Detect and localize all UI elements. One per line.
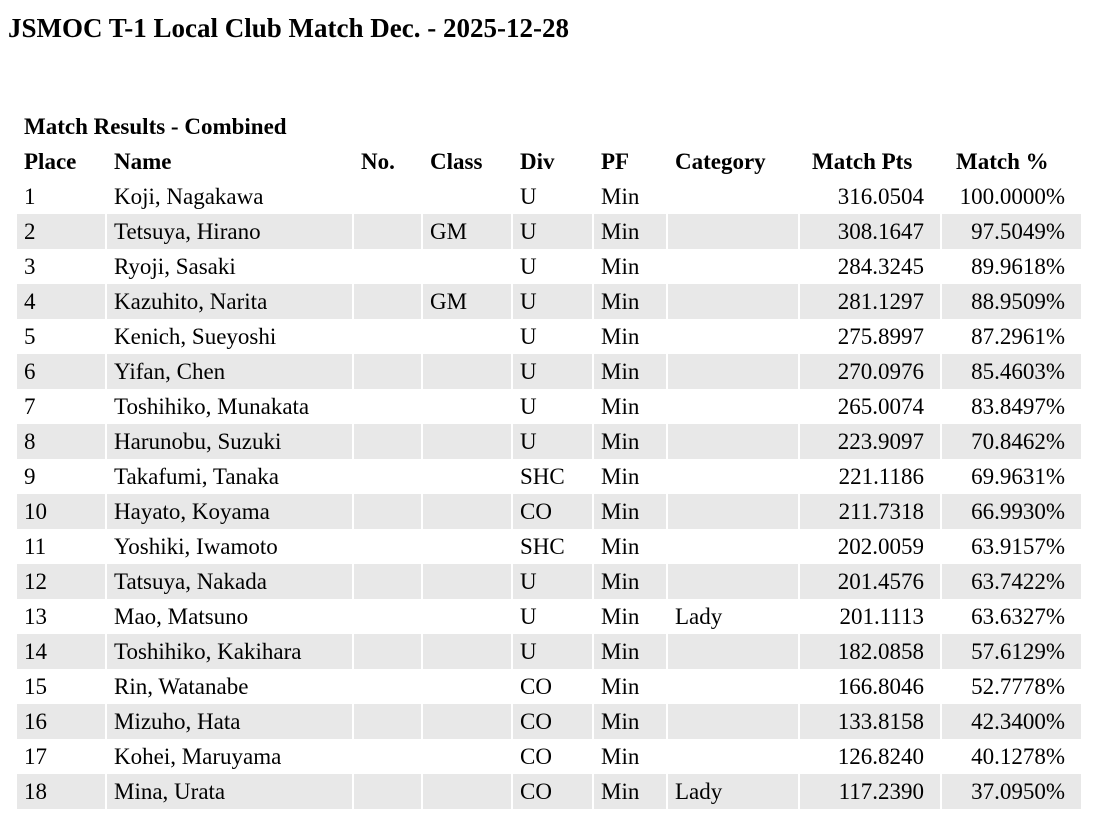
cell-category <box>667 459 799 494</box>
cell-match-pts: 284.3245 <box>799 249 941 284</box>
cell-no <box>353 634 422 669</box>
cell-pf: Min <box>593 319 667 354</box>
table-row <box>17 704 1081 739</box>
cell-class <box>422 354 512 389</box>
table-row <box>17 774 1081 809</box>
cell-no <box>353 669 422 704</box>
cell-class <box>422 459 512 494</box>
col-header-name: Name <box>106 144 353 179</box>
cell-pf: Min <box>593 459 667 494</box>
cell-category <box>667 284 799 319</box>
cell-class <box>422 494 512 529</box>
cell-name: Toshihiko, Munakata <box>106 389 353 424</box>
cell-no <box>353 389 422 424</box>
cell-place: 5 <box>24 324 36 349</box>
cell-place: 12 <box>17 564 106 599</box>
cell-pf: Min <box>593 354 667 389</box>
cell-pf: Min <box>593 214 667 249</box>
cell-match-pct: 97.5049% <box>941 214 1081 249</box>
cell-match-pts: 316.0504 <box>799 179 941 214</box>
cell-place: 7 <box>24 394 36 419</box>
cell-match-pts: 265.0074 <box>799 389 941 424</box>
cell-match-pct: 83.8497% <box>941 389 1081 424</box>
cell-div: U <box>512 634 593 669</box>
cell-name: Hayato, Koyama <box>106 494 353 529</box>
cell-match-pts: 133.8158 <box>799 704 941 739</box>
cell-name: Ryoji, Sasaki <box>106 249 353 284</box>
cell-class: GM <box>422 214 512 249</box>
section-title: Match Results - Combined <box>24 114 287 139</box>
cell-match-pct: 42.3400% <box>941 704 1081 739</box>
cell-place: 11 <box>24 534 47 559</box>
cell-name: Tetsuya, Hirano <box>106 214 353 249</box>
cell-name: Mizuho, Hata <box>106 704 353 739</box>
cell-div: CO <box>512 774 593 809</box>
cell-match-pts: 281.1297 <box>799 284 941 319</box>
col-header-class: Class <box>422 144 512 179</box>
col-header-category: Category <box>667 144 799 179</box>
cell-pf: Min <box>593 249 667 284</box>
col-header-div: Div <box>512 144 593 179</box>
table-row <box>17 529 1081 564</box>
cell-no <box>353 564 422 599</box>
cell-match-pts: 308.1647 <box>799 214 941 249</box>
cell-category <box>667 634 799 669</box>
cell-place: 15 <box>24 674 47 699</box>
cell-place: 9 <box>24 464 36 489</box>
cell-div: U <box>512 249 593 284</box>
table-row <box>17 739 1081 774</box>
cell-div: SHC <box>512 459 593 494</box>
cell-match-pts: 201.4576 <box>799 564 941 599</box>
cell-match-pct: 57.6129% <box>941 634 1081 669</box>
cell-match-pct: 37.0950% <box>941 774 1081 809</box>
cell-category <box>667 529 799 564</box>
col-header-pf: PF <box>593 144 667 179</box>
cell-no <box>353 599 422 634</box>
cell-place: 10 <box>17 494 106 529</box>
cell-match-pct: 66.9930% <box>941 494 1081 529</box>
cell-no <box>353 529 422 564</box>
cell-div: U <box>512 179 593 214</box>
table-row <box>17 249 1081 284</box>
table-row <box>17 214 1081 249</box>
cell-no <box>353 214 422 249</box>
cell-class <box>422 529 512 564</box>
cell-match-pts: 270.0976 <box>799 354 941 389</box>
cell-place: 16 <box>17 704 106 739</box>
header-row <box>17 144 1081 179</box>
cell-div: U <box>512 354 593 389</box>
cell-category <box>667 389 799 424</box>
cell-pf: Min <box>593 739 667 774</box>
cell-match-pts: 182.0858 <box>799 634 941 669</box>
cell-class <box>422 319 512 354</box>
cell-match-pts: 126.8240 <box>799 739 941 774</box>
cell-class <box>422 739 512 774</box>
cell-match-pct: 100.0000% <box>941 179 1081 214</box>
cell-no <box>353 179 422 214</box>
cell-match-pct: 70.8462% <box>941 424 1081 459</box>
cell-match-pct: 63.6327% <box>941 599 1081 634</box>
table-row <box>17 459 1081 494</box>
cell-category <box>667 424 799 459</box>
cell-name: Yoshiki, Iwamoto <box>106 529 353 564</box>
cell-class <box>422 424 512 459</box>
cell-class <box>422 634 512 669</box>
cell-div: U <box>512 599 593 634</box>
cell-match-pct: 89.9618% <box>941 249 1081 284</box>
cell-place: 13 <box>24 604 47 629</box>
table-row <box>17 424 1081 459</box>
cell-no <box>353 774 422 809</box>
cell-match-pct: 87.2961% <box>941 319 1081 354</box>
cell-no <box>353 424 422 459</box>
cell-div: U <box>512 389 593 424</box>
cell-name: Takafumi, Tanaka <box>106 459 353 494</box>
table-row <box>17 179 1081 214</box>
cell-place: 18 <box>17 774 106 809</box>
cell-no <box>353 319 422 354</box>
cell-category <box>667 214 799 249</box>
cell-no <box>353 284 422 319</box>
cell-match-pts: 211.7318 <box>799 494 941 529</box>
cell-match-pct: 85.4603% <box>941 354 1081 389</box>
cell-match-pct: 40.1278% <box>941 739 1081 774</box>
cell-category <box>667 249 799 284</box>
cell-div: U <box>512 284 593 319</box>
cell-div: CO <box>512 739 593 774</box>
cell-pf: Min <box>593 634 667 669</box>
table-row <box>17 319 1081 354</box>
table-row <box>17 354 1081 389</box>
cell-name: Rin, Watanabe <box>106 669 353 704</box>
cell-pf: Min <box>593 704 667 739</box>
cell-pf: Min <box>593 179 667 214</box>
cell-div: SHC <box>512 529 593 564</box>
cell-no <box>353 354 422 389</box>
cell-name: Kenich, Sueyoshi <box>106 319 353 354</box>
cell-name: Tatsuya, Nakada <box>106 564 353 599</box>
cell-place: 14 <box>17 634 106 669</box>
cell-no <box>353 704 422 739</box>
page-title: JSMOC T-1 Local Club Match Dec. - 2025-12-28 <box>8 13 569 43</box>
cell-class <box>422 249 512 284</box>
cell-category <box>667 354 799 389</box>
cell-no <box>353 459 422 494</box>
cell-match-pct: 88.9509% <box>941 284 1081 319</box>
cell-category <box>667 319 799 354</box>
cell-name: Mina, Urata <box>106 774 353 809</box>
table-row <box>17 284 1081 319</box>
cell-name: Koji, Nagakawa <box>106 179 353 214</box>
cell-name: Kazuhito, Narita <box>106 284 353 319</box>
cell-match-pct: 52.7778% <box>941 669 1081 704</box>
cell-pf: Min <box>593 494 667 529</box>
cell-match-pct: 69.9631% <box>941 459 1081 494</box>
cell-div: CO <box>512 669 593 704</box>
cell-match-pts: 166.8046 <box>799 669 941 704</box>
cell-name: Kohei, Maruyama <box>106 739 353 774</box>
cell-pf: Min <box>593 599 667 634</box>
cell-category <box>667 179 799 214</box>
col-header-match-pts: Match Pts <box>799 144 941 179</box>
cell-class <box>422 564 512 599</box>
cell-category: Lady <box>667 599 799 634</box>
cell-match-pct: 63.7422% <box>941 564 1081 599</box>
cell-category <box>667 494 799 529</box>
cell-pf: Min <box>593 424 667 459</box>
table-row <box>17 669 1081 704</box>
cell-match-pts: 117.2390 <box>799 774 941 809</box>
cell-category <box>667 669 799 704</box>
cell-div: U <box>512 564 593 599</box>
cell-name: Mao, Matsuno <box>106 599 353 634</box>
cell-pf: Min <box>593 389 667 424</box>
cell-pf: Min <box>593 529 667 564</box>
cell-name: Yifan, Chen <box>106 354 353 389</box>
cell-category: Lady <box>667 774 799 809</box>
cell-div: CO <box>512 494 593 529</box>
cell-category <box>667 739 799 774</box>
cell-div: CO <box>512 704 593 739</box>
cell-class <box>422 669 512 704</box>
cell-place: 1 <box>24 184 36 209</box>
col-header-match-pct: Match % <box>941 144 1081 179</box>
cell-div: U <box>512 214 593 249</box>
results-body <box>17 179 1081 809</box>
cell-match-pts: 221.1186 <box>799 459 941 494</box>
cell-pf: Min <box>593 284 667 319</box>
cell-class <box>422 704 512 739</box>
cell-place: 6 <box>17 354 106 389</box>
cell-match-pts: 202.0059 <box>799 529 941 564</box>
cell-class <box>422 389 512 424</box>
table-row <box>17 389 1081 424</box>
table-row <box>17 564 1081 599</box>
cell-no <box>353 249 422 284</box>
cell-name: Toshihiko, Kakihara <box>106 634 353 669</box>
cell-category <box>667 564 799 599</box>
cell-pf: Min <box>593 669 667 704</box>
cell-div: U <box>512 319 593 354</box>
cell-div: U <box>512 424 593 459</box>
cell-match-pts: 275.8997 <box>799 319 941 354</box>
cell-class <box>422 599 512 634</box>
table-row <box>17 494 1081 529</box>
cell-class: GM <box>422 284 512 319</box>
cell-class <box>422 179 512 214</box>
cell-class <box>422 774 512 809</box>
col-header-place: Place <box>24 149 77 174</box>
cell-place: 17 <box>24 744 47 769</box>
table-row <box>17 634 1081 669</box>
cell-place: 8 <box>17 424 106 459</box>
cell-place: 2 <box>17 214 106 249</box>
col-header-no: No. <box>353 144 422 179</box>
cell-name: Harunobu, Suzuki <box>106 424 353 459</box>
cell-pf: Min <box>593 564 667 599</box>
cell-no <box>353 494 422 529</box>
cell-pf: Min <box>593 774 667 809</box>
table-row <box>17 599 1081 634</box>
cell-match-pts: 201.1113 <box>799 599 941 634</box>
cell-place: 4 <box>17 284 106 319</box>
cell-place: 3 <box>24 254 36 279</box>
cell-match-pts: 223.9097 <box>799 424 941 459</box>
results-table <box>17 144 1081 809</box>
cell-no <box>353 739 422 774</box>
cell-match-pct: 63.9157% <box>941 529 1081 564</box>
cell-category <box>667 704 799 739</box>
